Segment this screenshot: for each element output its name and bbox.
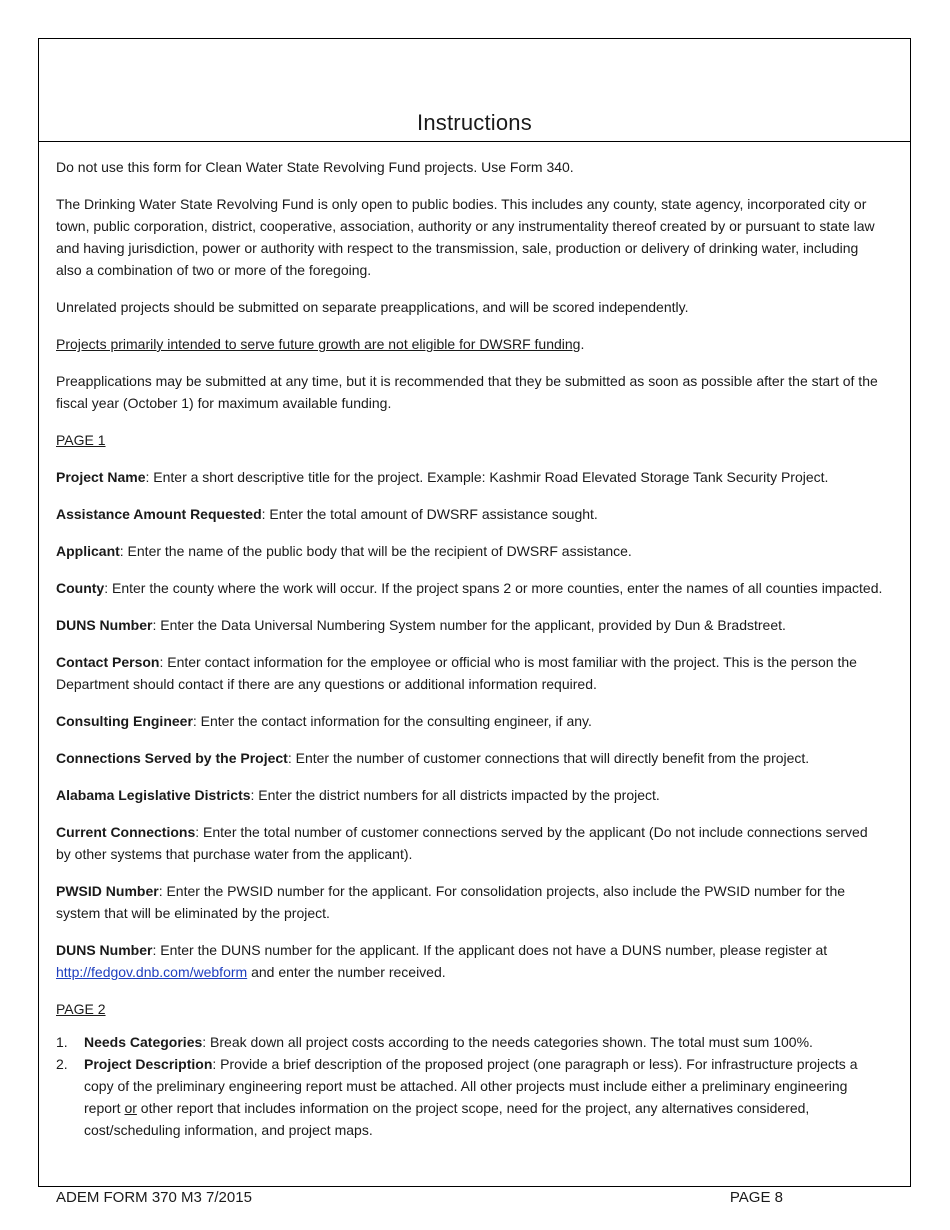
field-text-or: or [124, 1100, 137, 1116]
list-item [56, 1053, 883, 1141]
field-instruction [56, 651, 883, 695]
field-label: Current Connections [56, 824, 196, 840]
section-heading-text: PAGE 2 [56, 1001, 106, 1017]
intro-paragraph: Unrelated projects should be submitted on separate preapplications, and will be scored independently. [56, 299, 689, 315]
field-text-after: and enter the number received. [247, 964, 446, 980]
field-text: : Enter the total number of customer connections served by the applicant (Do not include connections served by other systems that purchase water from the applicant). [56, 824, 868, 862]
field-label: Project Description [84, 1056, 213, 1072]
field-label: Alabama Legislative Districts [56, 787, 251, 803]
field-text: : Enter a short descriptive title for the project. Example: Kashmir Road Elevated Storage Tank Security Project. [145, 469, 829, 485]
field-label: Connections Served by the Project [56, 750, 288, 766]
field-text: : Enter the Data Universal Numbering System number for the applicant, provided by Dun & Bradstreet. [152, 617, 786, 633]
field-label: Contact Person [56, 654, 160, 670]
intro-paragraph: Do not use this form for Clean Water State Revolving Fund projects. Use Form 340. [56, 159, 574, 175]
field-text: : Enter the name of the public body that will be the recipient of DWSRF assistance. [119, 543, 632, 559]
field-instruction [56, 880, 883, 924]
field-instruction [56, 614, 883, 636]
field-instruction [56, 710, 883, 732]
growth-notice-text: Projects primarily intended to serve future growth are not eligible for DWSRF funding [56, 336, 581, 352]
field-instruction [56, 466, 883, 488]
page-footer [56, 1187, 783, 1209]
field-instruction [56, 540, 883, 562]
list-number: 1. [56, 1034, 68, 1050]
section-heading-text: PAGE 1 [56, 432, 106, 448]
field-text: : Enter the contact information for the consulting engineer, if any. [192, 713, 592, 729]
field-instruction [56, 577, 883, 599]
field-text: : Break down all project costs according to the needs categories shown. The total must sum 100%. [202, 1034, 813, 1050]
field-label: Assistance Amount Requested [56, 506, 262, 522]
section-heading-page1 [56, 429, 883, 451]
field-text: : Enter contact information for the employee or official who is most familiar with the project. This is the person the Department should contact if there are any questions or additional information required. [56, 654, 857, 692]
page-title: Instructions [417, 110, 532, 135]
instructions-body [39, 142, 910, 1141]
page-number: PAGE 8 [729, 1189, 783, 1206]
field-instruction [56, 784, 883, 806]
field-label: Applicant [56, 543, 120, 559]
intro-paragraph: The Drinking Water State Revolving Fund is only open to public bodies. This includes any county, state agency, incorporated city or town, public corporation, district, cooperative, association, authority or any instrumentality thereof created by or pursuant to state law and having jurisdiction, power or authority with respect to the transmission, sale, production or delivery of drinking water, including also a combination of two or more of the foregoing. [56, 196, 875, 278]
field-label: Consulting Engineer [56, 713, 193, 729]
list-number: 2. [56, 1056, 68, 1072]
title-band [39, 39, 910, 142]
field-label: County [56, 580, 105, 596]
field-text: : Provide a brief description of the proposed project (one paragraph or less). For infrastructure projects a copy of the preliminary engineering report must be attached. All other projects must include either a preliminary engineering report [84, 1056, 858, 1116]
field-instruction [56, 747, 883, 769]
field-text: other report that includes information on the project scope, need for the project, any alternatives considered, cost/scheduling information, and project maps. [84, 1100, 810, 1138]
growth-notice [56, 333, 883, 355]
field-text: : Enter the number of customer connections that will directly benefit from the project. [287, 750, 810, 766]
field-label: Project Name [56, 469, 146, 485]
growth-notice-period: . [580, 336, 585, 352]
field-instruction [56, 821, 883, 865]
field-text: : Enter the district numbers for all districts impacted by the project. [250, 787, 660, 803]
field-label: DUNS Number [56, 942, 153, 958]
intro-paragraph: Preapplications may be submitted at any time, but it is recommended that they be submitted as soon as possible after the start of the fiscal year (October 1) for maximum available funding. [56, 373, 878, 411]
form-frame [38, 38, 911, 1187]
field-text: : Enter the total amount of DWSRF assistance sought. [261, 506, 598, 522]
field-label: PWSID Number [56, 883, 159, 899]
field-label: DUNS Number [56, 617, 153, 633]
form-id: ADEM FORM 370 M3 7/2015 [56, 1189, 252, 1206]
field-text: : Enter the DUNS number for the applicant. If the applicant does not have a DUNS number, please register at [152, 942, 828, 958]
section-heading-page2 [56, 998, 883, 1020]
field-label: Needs Categories [84, 1034, 203, 1050]
field-instruction-duns [56, 939, 883, 983]
list-item [56, 1031, 883, 1053]
field-text: : Enter the county where the work will occur. If the project spans 2 or more counties, enter the names of all counties impacted. [104, 580, 883, 596]
page2-list [56, 1031, 883, 1141]
field-instruction [56, 503, 883, 525]
dnb-webform-link[interactable]: http://fedgov.dnb.com/webform [56, 964, 248, 980]
field-text: : Enter the PWSID number for the applicant. For consolidation projects, also include the PWSID number for the system that will be eliminated by the project. [56, 883, 846, 921]
